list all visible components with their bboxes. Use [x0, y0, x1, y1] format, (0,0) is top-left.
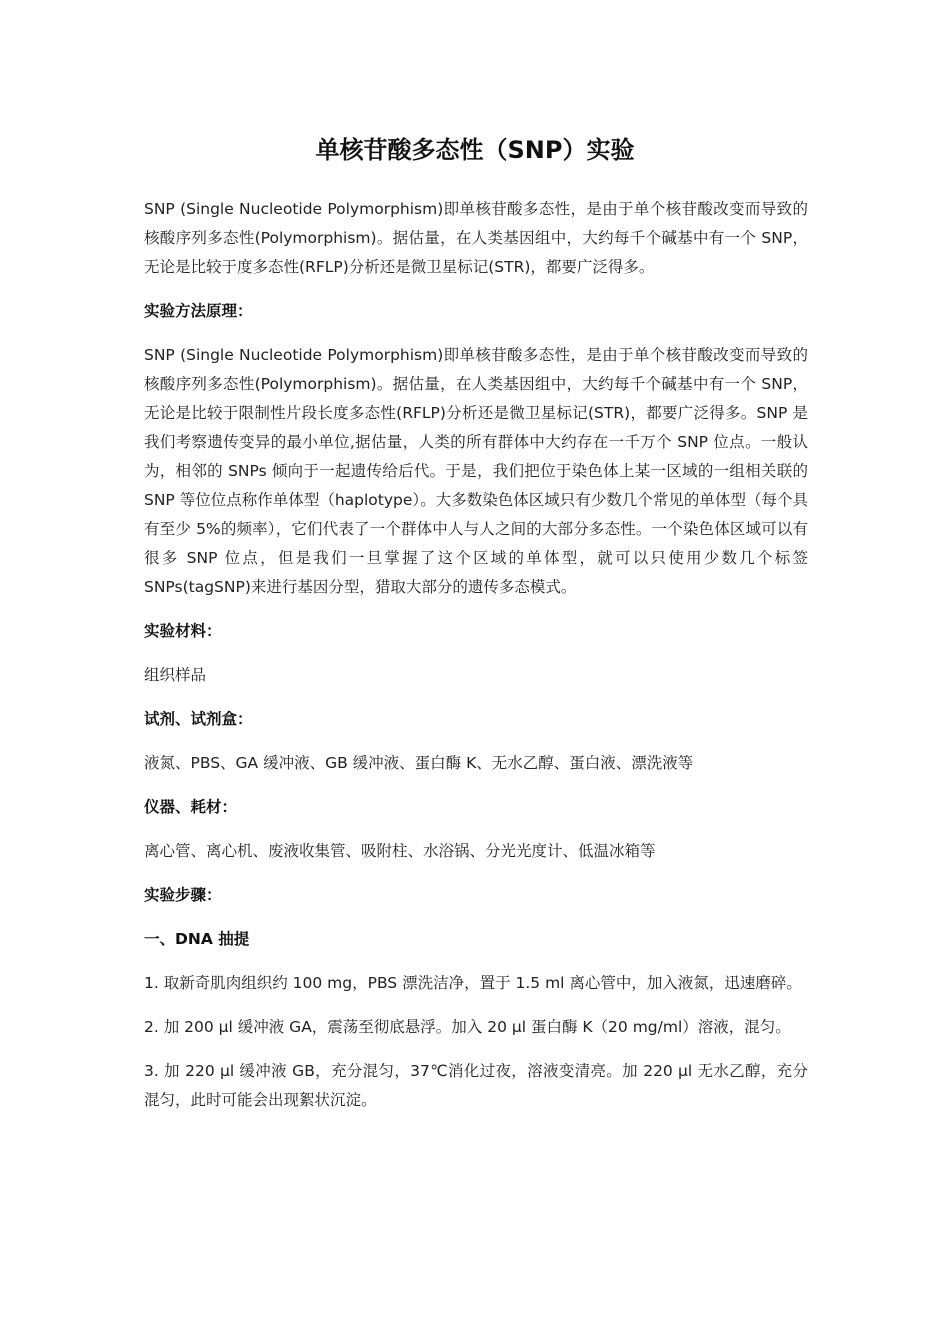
steps-heading: 实验步骤：: [144, 886, 222, 904]
principle-heading: 实验方法原理：: [144, 302, 253, 320]
reagents-heading: 试剂、试剂盒：: [144, 710, 253, 728]
step-1-paragraph: 1. 取新奇肌肉组织约 100 mg，PBS 漂洗洁净，置于 1.5 ml 离心管中，加入液氮，迅速磨碎。: [144, 974, 802, 992]
materials-paragraph: 组织样品: [144, 666, 207, 684]
section-dna-extraction-heading: 一、DNA 抽提: [144, 930, 250, 948]
step-3-paragraph: 3. 加 220 µl 缓冲液 GB，充分混匀，37℃消化过夜，溶液变清亮。加 220 µl 无水乙醇，充分混匀，此时可能会出现絮状沉淀。: [144, 1062, 808, 1109]
materials-heading: 实验材料：: [144, 622, 222, 640]
document-title: 单核苷酸多态性（SNP）实验: [315, 136, 635, 164]
intro-paragraph: SNP (Single Nucleotide Polymorphism)即单核苷酸多态性，是由于单个核苷酸改变而导致的核酸序列多态性(Polymorphism)。据估量，在人类基因组中，大约每千个碱基中有一个 SNP，无论是比较于度多态性(RFLP)分析还是微卫星标记(STR)，都要广泛得多。: [144, 200, 808, 276]
step-2-paragraph: 2. 加 200 µl 缓冲液 GA，震荡至彻底悬浮。加入 20 µl 蛋白酶 K（20 mg/ml）溶液，混匀。: [144, 1018, 791, 1036]
instruments-paragraph: 离心管、离心机、废液收集管、吸附柱、水浴锅、分光光度计、低温冰箱等: [144, 842, 656, 860]
principle-paragraph: SNP (Single Nucleotide Polymorphism)即单核苷酸多态性，是由于单个核苷酸改变而导致的核酸序列多态性(Polymorphism)。据估量，在人类基因组中，大约每千个碱基中有一个 SNP，无论是比较于限制性片段长度多态性(RFLP)分析还是微卫星标记(STR)，都要广泛得多。SNP 是我们考察遗传变异的最小单位,据估量，人类的所有群体中大约存在一千万个 SNP 位点。一般认为，相邻的 SNPs 倾向于一起遗传给后代。于是，我们把位于染色体上某一区域的一组相关联的 SNP 等位位点称作单体型（haplotype）。大多数染色体区域只有少数几个常见的单体型（每个具有至少 5%的频率），它们代表了一个群体中人与人之间的大部分多态性。一个染色体区域可以有很多 SNP 位点，但是我们一旦掌握了这个区域的单体型，就可以只使用少数几个标签 SNPs(tagSNP)来进行基因分型，猎取大部分的遗传多态模式。: [144, 346, 808, 596]
instruments-heading: 仪器、耗材：: [144, 798, 238, 816]
document-body: [144, 195, 808, 1130]
reagents-paragraph: 液氮、PBS、GA 缓冲液、GB 缓冲液、蛋白酶 K、无水乙醇、蛋白液、漂洗液等: [144, 754, 694, 772]
